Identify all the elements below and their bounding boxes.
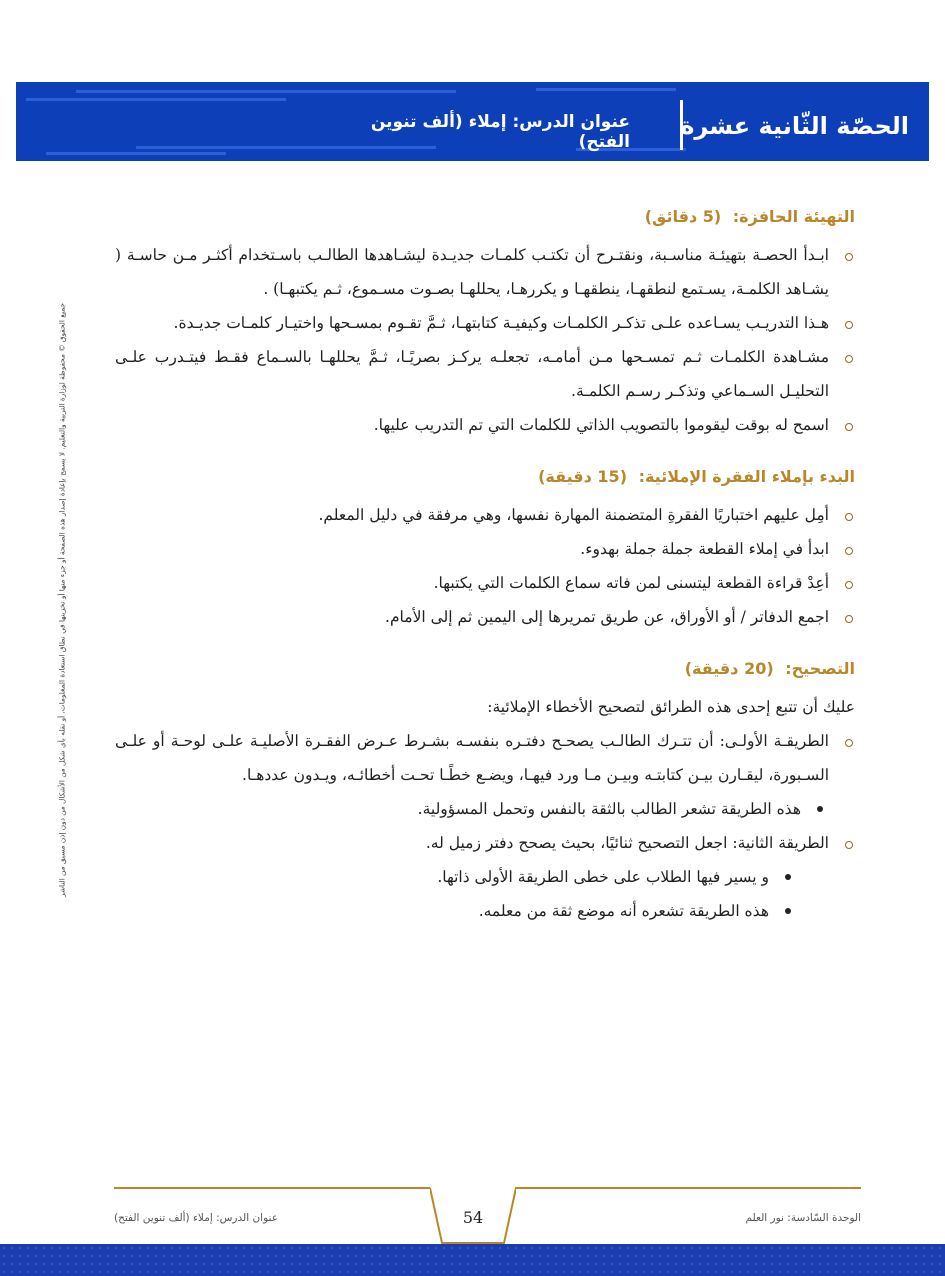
section-title-text: التهيئة الحافزة: [732, 207, 855, 226]
footer-unit-title: الوحدة السّادسة: نور العلم [745, 1212, 861, 1224]
sub-bullet-list [115, 792, 855, 826]
list-item-method-2: الطريقة الثانية: اجعل التصحيح ثنائيًا، بحيث يصحح دفتر زميل له. [115, 826, 855, 860]
list-item: اجمع الدفاتر / أو الأوراق، عن طريق تمريرها إلى اليمين ثم إلى الأمام. [115, 600, 855, 634]
section-duration: (5 دقائق) [644, 207, 722, 226]
correction-intro: عليك أن تتبع إحدى هذه الطرائق لتصحيح الأخطاء الإملائية: [487, 698, 855, 716]
bullet-list [115, 498, 855, 634]
list-item: ابدأ في إملاء القطعة جملة جملة بهدوء. [115, 532, 855, 566]
footer-line-left [114, 1187, 430, 1189]
bottom-band [0, 1244, 945, 1276]
section-title [115, 460, 855, 494]
bullet-list [115, 826, 855, 860]
lesson-title-header: عنوان الدرس: إملاء (ألف تنوين الفتح) [370, 112, 630, 152]
footer-line-right [515, 1187, 861, 1189]
list-item: أعِدْ قراءة القطعة ليتسنى لمن فاته سماع الكلمات التي يكتبها. [115, 566, 855, 600]
sub-bullet-list [115, 860, 855, 928]
page-number: 54 [462, 1208, 484, 1227]
section-duration: (15 دقيقة) [538, 467, 627, 486]
sub-list-item: هذه الطريقة تشعره أنه موضع ثقة من معلمه. [115, 894, 855, 928]
section-title-text: التصحيح: [785, 659, 855, 678]
section-dictation [115, 460, 855, 634]
section-title [115, 652, 855, 686]
section-warmup [115, 200, 855, 442]
section-title-text: البدء بإملاء الفقرة الإملائية: [638, 467, 855, 486]
footer-lesson-title: عنوان الدرس: إملاء (ألف تنوين الفتح) [114, 1212, 278, 1224]
list-item: اسمح له بوقت ليقوموا بالتصويب الذاتي للكلمات التي تم التدريب عليها. [115, 408, 855, 442]
bullet-list [115, 724, 855, 792]
sub-list-item: و يسير فيها الطلاب على خطى الطريقة الأولى ذاتها. [115, 860, 855, 894]
list-item: مشـاهدة الكلمـات ثـم تمسـحها مـن أمامـه، تجعلـه يركـز بصريًـا، ثـمَّ يحللهـا بالسـماع فقـط فيتـدرب علـى التحليـل السـماعي وتذكـر رسـم الكلمـة. [115, 340, 855, 408]
copyright-text: جميع الحقوق © محفوظة لوزارة التربية والتعليم. لا يسمح بإعادة إصدار هذه الصفحة أو جزء منها أو تخزينها في نطاق استعادة المعلومات، أو نقله بأي شكل من الأشكال من دون إذن مسبق من الناشر [57, 302, 67, 898]
bullet-list [115, 238, 855, 442]
section-duration: (20 دقيقة) [684, 659, 774, 678]
main-content [115, 200, 855, 946]
sub-list-item: هذه الطريقة تشعر الطالب بالثقة بالنفس وتحمل المسؤولية. [115, 792, 855, 826]
section-title [115, 200, 855, 234]
bottom-band-pattern [0, 1244, 945, 1276]
list-item: ابـدأ الحصـة بتهيئـة مناسـبة، ونقتـرح أن تكتـب كلمـات جديـدة ليشـاهدها الطالـب باسـتخدام أكثـر مـن حاسـة ( يشـاهد الكلمـة، يسـتمع لنطقهـا، ينطقهـا و يكررهـا، يحللهـا بصـوت مسـموع، ثـم يكتبهـا) . [115, 238, 855, 306]
list-item-method-1: الطريقـة الأولـى: أن تتـرك الطالـب يصحـح دفتـره بنفسـه بشـرط عـرض الفقـرة الأصليـة علـى لوحـة أو علـى السـبورة، ليقـارن بيـن كتابتـه وبيـن مـا ورد فيهـا، ويضـع خطًـا تحـت أخطائـه، ويـدون عددهـا. [115, 724, 855, 792]
section-correction [115, 652, 855, 928]
session-title: الحصّة الثّانية عشرة [680, 112, 909, 140]
list-item: هـذا التدريـب يسـاعده علـى تذكـر الكلمـات وكيفيـة كتابتهـا، ثـمَّ تقـوم بمسـحها واختيـار كلمـات جديـدة. [115, 306, 855, 340]
list-item: أمِل عليهم اختباريًا الفقرةِ المتضمنة المهارة نفسها، وهي مرفقة في دليل المعلم. [115, 498, 855, 532]
